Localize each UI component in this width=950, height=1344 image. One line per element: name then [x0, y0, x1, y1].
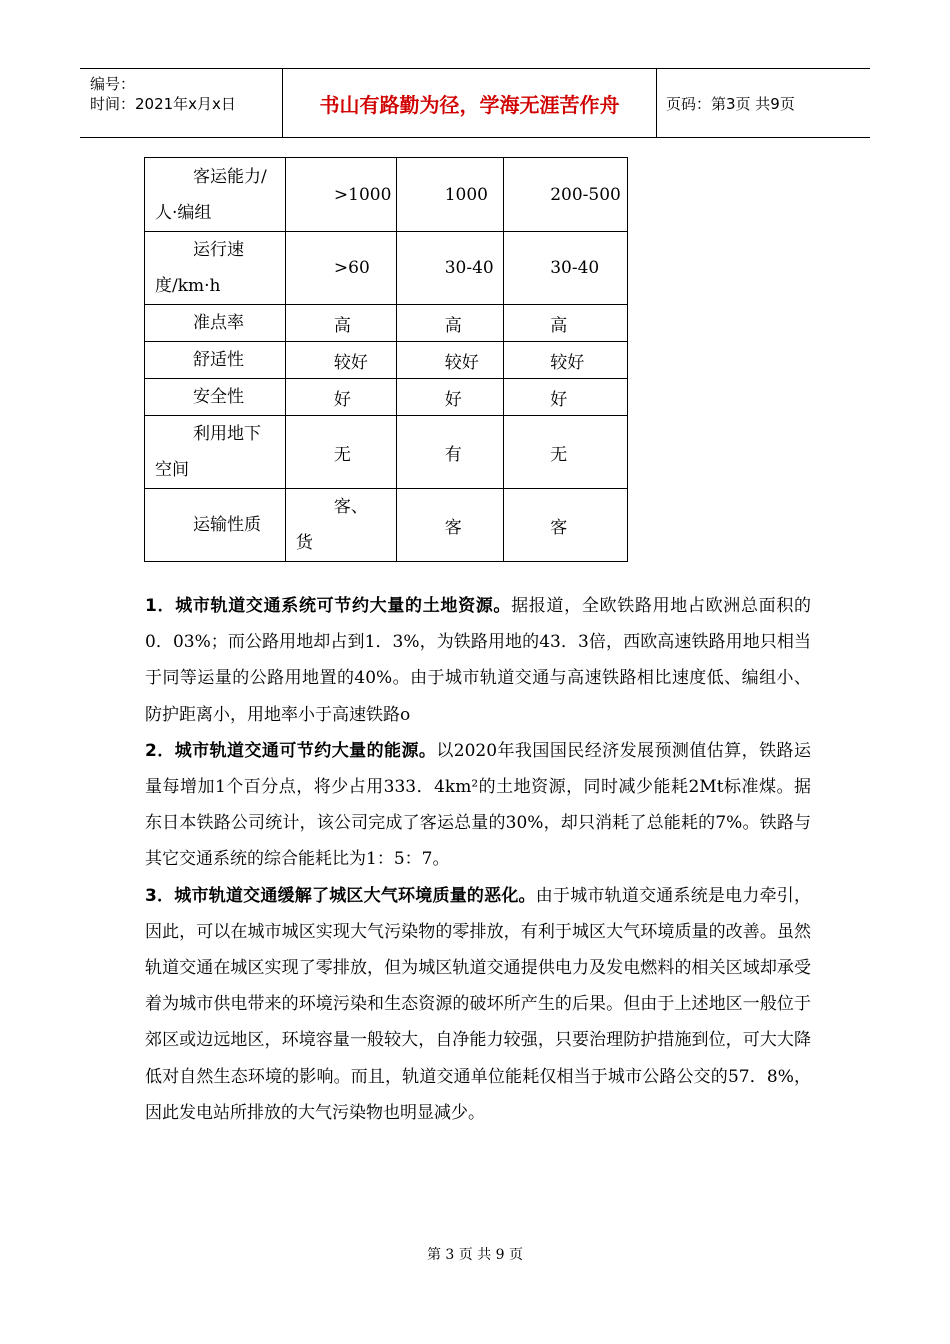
table-cell: 无: [285, 416, 396, 489]
header-info: [80, 69, 282, 137]
row-label: 准点率: [145, 305, 286, 342]
table-cell: 高: [396, 305, 504, 342]
row-label: 利用地下 空间: [145, 416, 286, 489]
table-cell: 30-40: [396, 232, 504, 305]
table-cell: 较好: [504, 342, 628, 379]
date-line: 时间：2021年x月x日: [90, 95, 236, 113]
paragraph-heading: 2．城市轨道交通可节约大量的能源。: [145, 740, 437, 761]
table-cell: 30-40: [504, 232, 628, 305]
table-cell: 客: [396, 489, 504, 562]
page-footer: 第 3 页 共 9 页: [426, 1247, 524, 1263]
number-label: 编号：: [90, 75, 136, 93]
row-label: 客运能力/ 人·编组: [145, 158, 286, 232]
table-cell: 200-500: [504, 158, 628, 232]
row-label: 舒适性: [145, 342, 286, 379]
table-cell: 好: [504, 379, 628, 416]
table-row: [145, 305, 628, 342]
table-cell: 好: [396, 379, 504, 416]
paragraph-1: [145, 588, 811, 733]
paragraph-text: 据报道，全欧铁路用地占欧洲总面积的0．03%；而公路用地却占到1．3%，为铁路用地的43．3倍，西欧高速铁路用地只相当于同等运量的公路用地置的40%。由于城市轨道交通与高速铁路相比速度低、编组小、防护距离小，用地率小于高速铁路o: [145, 596, 812, 725]
paragraph-2: [145, 733, 811, 878]
table-row: [145, 158, 628, 232]
table-cell: 客、 货: [285, 489, 396, 562]
table-row: [145, 342, 628, 379]
page-header: [80, 68, 870, 138]
table-cell: 高: [285, 305, 396, 342]
table-row: [145, 379, 628, 416]
motto: 书山有路勤为径，学海无涯苦作舟: [319, 92, 620, 117]
paragraph-text: 以2020年我国国民经济发展预测值估算，铁路运量每增加1个百分点，将少占用333．4km²的土地资源，同时减少能耗2Mt标准煤。据东日本铁路公司统计，该公司完成了客运总量的30%，却只消耗了总能耗的7%。铁路与其它交通系统的综合能耗比为1：5：7。: [145, 740, 812, 870]
header-motto-cell: [282, 69, 657, 137]
table-cell: 客: [504, 489, 628, 562]
paragraph-heading: 1．城市轨道交通系统可节约大量的土地资源。: [145, 596, 512, 616]
table-row: [145, 416, 628, 489]
table-cell: 较好: [396, 342, 504, 379]
paragraph-text: 由于城市轨道交通系统是电力牵引，因此，可以在城市城区实现大气污染物的零排放，有利于城区大气环境质量的改善。虽然轨道交通在城区实现了零排放，但为城区轨道交通提供电力及发电燃料的相关区域却承受着为城市供电带来的环境污染和生态资源的破坏所产生的后果。但由于上述地区一般位于郊区或边远地区，环境容量一般较大，自净能力较强，只要治理防护措施到位，可大大降低对自然生态环境的影响。而且，轨道交通单位能耗仅相当于城市公路公交的57．8%，因此发电站所排放的大气污染物也明显减少。: [145, 885, 812, 1123]
table-cell: >1000: [285, 158, 396, 232]
header-page-cell: [656, 69, 870, 137]
row-label: 运行速 度/km·h: [145, 232, 286, 305]
table-cell: 高: [504, 305, 628, 342]
page-code: 页码：第3页 共9页: [666, 94, 795, 113]
table-cell: 无: [504, 416, 628, 489]
paragraph-heading: 3．城市轨道交通缓解了城区大气环境质量的恶化。: [145, 885, 536, 906]
table-row: [145, 232, 628, 305]
body-text: [145, 588, 811, 1131]
table-row: [145, 489, 628, 562]
row-label: 运输性质: [145, 489, 286, 562]
table-cell: >60: [285, 232, 396, 305]
table-cell: 有: [396, 416, 504, 489]
comparison-table: [144, 157, 628, 562]
table-cell: 较好: [285, 342, 396, 379]
row-label: 安全性: [145, 379, 286, 416]
table-cell: 好: [285, 379, 396, 416]
table-cell: 1000: [396, 158, 504, 232]
paragraph-3: [145, 878, 811, 1131]
